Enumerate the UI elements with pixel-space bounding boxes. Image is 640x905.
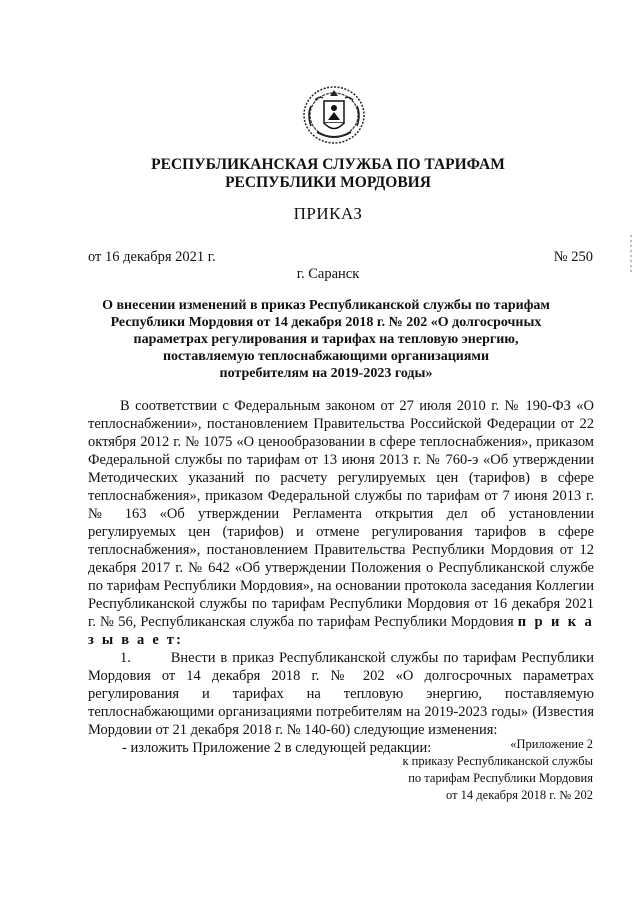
- document-city: г. Саранск: [296, 266, 360, 282]
- appendix-line: к приказу Республиканской службы: [402, 754, 593, 768]
- heading-line: Республики Мордовия от 14 декабря 2018 г. № 202 «О долгосрочных: [110, 315, 542, 330]
- organization-name-line-1: РЕСПУБЛИКАНСКАЯ СЛУЖБА ПО ТАРИФАМ: [151, 156, 505, 173]
- orders-keyword: п р и к а з ы в а е т:: [88, 614, 594, 648]
- document-date: от 16 декабря 2021 г.: [88, 249, 216, 265]
- document-number: № 250: [553, 249, 593, 265]
- scan-edge-mark: [630, 235, 632, 275]
- preamble-paragraph: [88, 397, 594, 649]
- item-1-dash-paragraph: - изложить Приложение 2 в следующей редакции:: [122, 740, 432, 756]
- heading-line: О внесении изменений в приказ Республиканской службы по тарифам: [102, 298, 550, 313]
- heading-line: поставляемую теплоснабжающими организациями: [162, 349, 490, 364]
- heading-line: потребителям на 2019-2023 годы»: [219, 366, 433, 381]
- organization-name-line-2: РЕСПУБЛИКИ МОРДОВИЯ: [225, 174, 431, 191]
- appendix-line: по тарифам Республики Мордовия: [408, 771, 593, 785]
- item-1-number: 1.: [120, 650, 131, 666]
- appendix-line: от 14 декабря 2018 г. № 202: [445, 788, 593, 802]
- document-body: [88, 397, 594, 757]
- heading-line: параметрах регулирования и тарифах на тепловую энергию,: [133, 332, 519, 347]
- item-1-text: Внести в приказ Республиканской службы по тарифам Республики Мордовия от 14 декабря 2018 г. № 202 «О долгосрочных параметрах регулирования и тарифах на тепловую энергию, поставляемую теплоснабжающими организациями потребителям на 2019-2023 годы» (Известия Мордовии от 21 декабря 2018 г. № 140-60) следующие изменения:: [88, 650, 594, 738]
- document-heading: [96, 297, 556, 382]
- appendix-line: «Приложение 2: [510, 737, 593, 751]
- preamble-text: В соответствии с Федеральным законом от 27 июля 2010 г. № 190-ФЗ «О теплоснабжении», постановлением Правительства Российской Федерации от 22 октября 2012 г. № 1075 «О ценообразовании в сфере теплоснабжения», приказом Федеральной службы по тарифам от 13 июня 2013 г. № 760-э «Об утверждении Методических указаний по расчету регулируемых цен (тарифов) в сфере теплоснабжения», приказом Федеральной службы по тарифам от 7 июня 2013 г. № 163 «Об утверждении Регламента открытия дел об установлении регулируемых цен (тарифов) и отмене регулирования тарифов в сфере теплоснабжения», постановлением Правительства Республики Мордовия от 12 декабря 2017 г. № 642 «Об утверждении Положения о Республиканской службе по тарифам Республики Мордовия», на основании протокола заседания Коллегии Республиканской службы по тарифам Республики Мордовия от 16 декабря 2021 г. № 56, Республиканская служба по тарифам Республики Мордовия: [88, 398, 594, 630]
- appendix-reference: [402, 736, 593, 804]
- item-1-paragraph: [88, 649, 594, 739]
- document-type: ПРИКАЗ: [293, 204, 363, 223]
- coat-of-arms-emblem-icon: [301, 84, 367, 146]
